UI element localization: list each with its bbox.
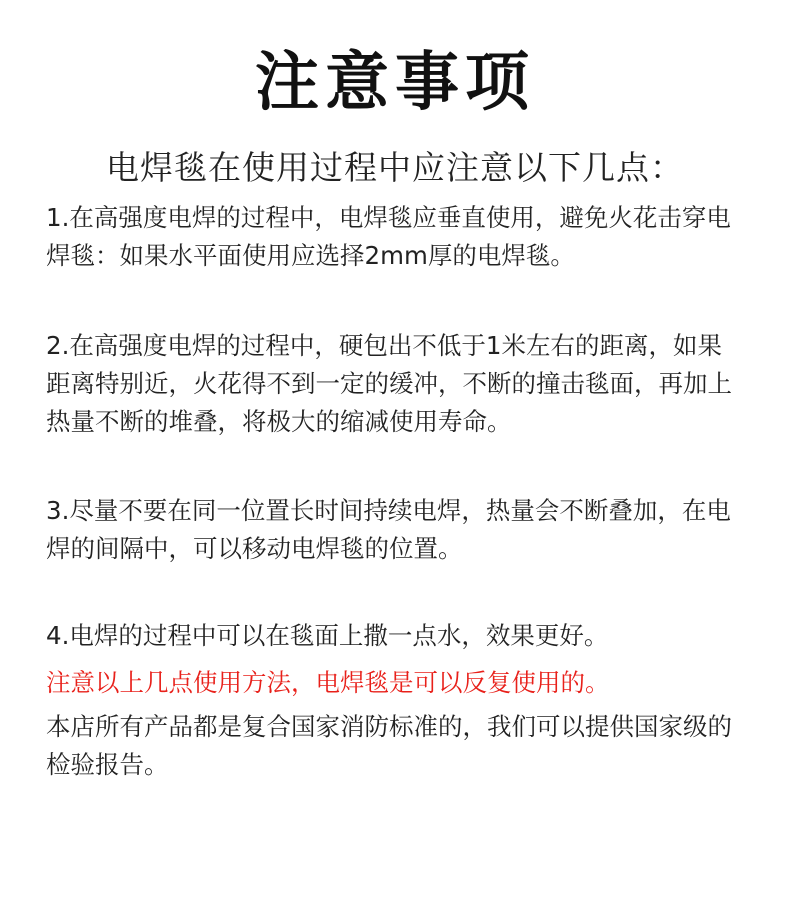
footer-text: 本店所有产品都是复合国家消防标准的，我们可以提供国家级的检验报告。 xyxy=(46,712,732,779)
notice-point-3: 3.尽量不要在同一位置长时间持续电焊，热量会不断叠加，在电焊的间隔中，可以移动电焊毯的位置。 xyxy=(46,496,731,563)
notice-point-1: 1.在高强度电焊的过程中，电焊毯应垂直使用，避免火花击穿电焊毯：如果水平面使用应选择2mm厚的电焊毯。 xyxy=(46,203,731,270)
page-title: 注意事项 xyxy=(255,46,535,120)
warning-text: 注意以上几点使用方法，电焊毯是可以反复使用的。 xyxy=(46,668,610,697)
page-subtitle: 电焊毯在使用过程中应注意以下几点： xyxy=(106,148,684,187)
notice-point-2: 2.在高强度电焊的过程中，硬包出不低于1米左右的距离，如果距离特别近，火花得不到一定的缓冲，不断的撞击毯面，再加上热量不断的堆叠，将极大的缩减使用寿命。 xyxy=(46,331,732,436)
notice-point-4: 4.电焊的过程中可以在毯面上撒一点水，效果更好。 xyxy=(46,621,609,650)
